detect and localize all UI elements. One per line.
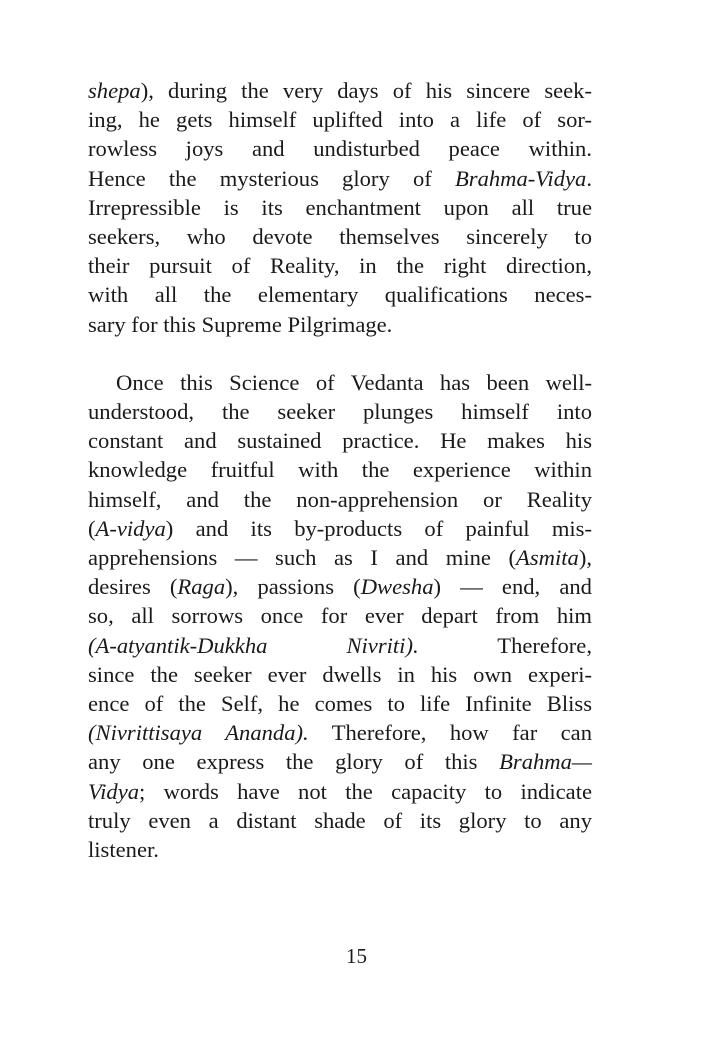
text-run: himself, and the non-apprehension or Reality: [88, 486, 592, 512]
text-line: [88, 105, 592, 134]
text-line: [88, 222, 592, 251]
text-line: [88, 134, 592, 163]
text-line: [88, 601, 592, 630]
paragraph-1: [88, 76, 592, 339]
text-line: [88, 426, 592, 455]
paragraph-gap: [88, 339, 592, 368]
italic-term: Brahma—: [499, 749, 592, 775]
text-line: [88, 251, 592, 280]
text-run: apprehensions — such as I and mine (: [88, 545, 517, 571]
text-run: truly even a distant shade of its glory to any: [88, 807, 592, 833]
text-run: Therefore, how far can: [308, 720, 592, 746]
text-line: [88, 164, 592, 193]
text-run: understood, the seeker plunges himself into: [88, 399, 592, 425]
text-run: ) — end, and: [433, 574, 592, 600]
text-run: knowledge fruitful with the experience within: [88, 457, 592, 483]
text-line: [88, 280, 592, 309]
italic-term: Asmita: [516, 545, 579, 571]
text-line: [88, 310, 592, 339]
text-run: ence of the Self, he comes to life Infinite Bliss: [88, 691, 592, 717]
page-number: 15: [346, 944, 367, 968]
text-run: desires (: [88, 574, 178, 600]
text-run: constant and sustained practice. He makes his: [88, 428, 592, 454]
text-run: any one express the glory of this: [88, 749, 500, 775]
text-line: [88, 397, 592, 426]
text-run: sary for this Supreme Pilgrimage.: [88, 311, 393, 337]
text-line: [88, 689, 592, 718]
text-run: ing, he gets himself uplifted into a life of sor-: [88, 107, 592, 133]
text-run: Hence the mysterious glory of: [88, 165, 455, 191]
text-run: seekers, who devote themselves sincerely to: [88, 224, 592, 250]
text-line: [88, 660, 592, 689]
text-line: [88, 193, 592, 222]
text-line: [88, 835, 592, 864]
text-run: rowless joys and undisturbed peace within.: [88, 136, 592, 162]
text-run: ), during the very days of his sincere seek-: [140, 78, 592, 103]
text-run: (: [88, 515, 96, 541]
italic-term: (A-atyantik-Dukkha Nivriti).: [88, 632, 419, 658]
text-run: ),: [578, 545, 592, 571]
text-line: [88, 485, 592, 514]
text-run: listener.: [88, 837, 159, 863]
text-line: [88, 514, 592, 543]
text-line: [88, 718, 592, 747]
text-run: with all the elementary qualifications neces-: [88, 282, 592, 308]
italic-term: A-vidya: [95, 515, 166, 541]
text-line: [88, 76, 592, 105]
italic-term: (Nivrittisaya Ananda).: [88, 720, 309, 746]
text-line: [88, 455, 592, 484]
text-line: [88, 777, 592, 806]
text-run: so, all sorrows once for ever depart from him: [88, 603, 592, 629]
text-run: Irrepressible is its enchantment upon all true: [88, 194, 592, 220]
text-line: [88, 572, 592, 601]
text-line: [88, 806, 592, 835]
italic-term: Brahma-Vidya: [454, 165, 587, 191]
text-line: [88, 631, 592, 660]
page-body: [88, 76, 592, 864]
text-line: [88, 747, 592, 776]
text-run: .: [586, 165, 592, 191]
italic-term: Dwesha: [360, 574, 434, 600]
text-line: [88, 368, 592, 397]
text-run: since the seeker ever dwells in his own experi-: [88, 661, 592, 687]
paragraph-2: [88, 368, 592, 864]
text-run: Once this Science of Vedanta has been well-: [116, 369, 592, 395]
text-run: ; words have not the capacity to indicate: [139, 778, 592, 804]
text-run: Therefore,: [418, 632, 592, 658]
text-run: ), passions (: [225, 574, 361, 600]
text-run: ) and its by-products of painful mis-: [165, 515, 592, 541]
text-run: their pursuit of Reality, in the right direction,: [88, 253, 592, 279]
italic-term: Vidya: [88, 778, 140, 804]
text-line: [88, 543, 592, 572]
italic-term: shepa: [88, 78, 141, 103]
italic-term: Raga: [177, 574, 226, 600]
